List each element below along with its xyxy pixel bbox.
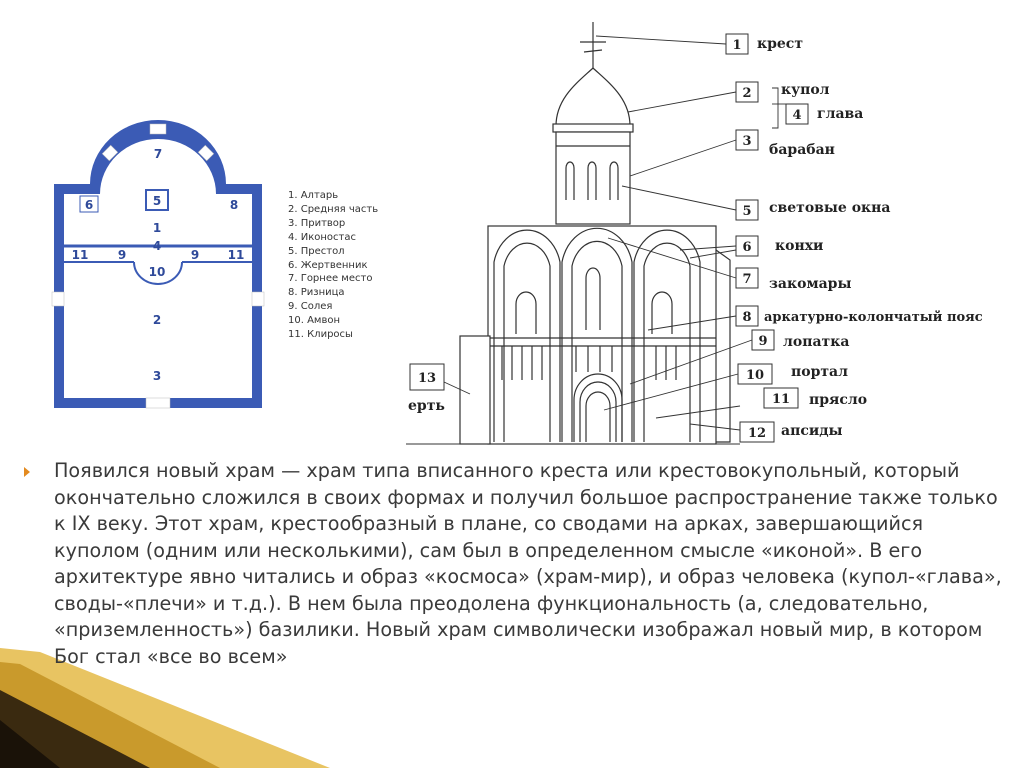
plan-label-diakonikon: 8 <box>229 198 239 212</box>
legend-item: 10. Амвон <box>288 315 341 326</box>
legend-item: 9. Солея <box>288 301 333 312</box>
plan-label-narthex: 3 <box>152 369 162 383</box>
plan-label-kliros-right: 11 <box>227 248 245 262</box>
plan-label-solea-left: 9 <box>117 248 127 262</box>
plan-label-prothesis: 6 <box>84 198 94 212</box>
callout-box-7: 7 <box>742 272 752 287</box>
term-span: прясло <box>809 392 868 408</box>
body-paragraph: Появился новый храм — храм типа вписанного креста или крестовокупольный, который окончательно сложился в своих формах и получил большое распространение также только к IX веку. Этот храм, крестообразный в плане, со сводами на арках, завершающийся куполом (одним или несколькими), сам был в определенном смысле «иконой». В его архитектуре явно читались и образ «космоса» (храм-мир), и образ человека (купол-«глава», своды-«плечи» и т.д.). В нем была преодолена функциональность (а, следовательно, «приземленность») базилики. Новый храм символически изображал новый мир, в котором Бог стал «все во всем» <box>54 459 1002 668</box>
legend-item: 3. Притвор <box>288 218 346 229</box>
callout-box-1: 1 <box>732 38 742 53</box>
callout-box-13: 13 <box>417 371 437 386</box>
term-windows: световые окна <box>769 200 891 216</box>
plan-label-ambo: 10 <box>148 265 166 279</box>
term-pilaster: лопатка <box>783 334 850 350</box>
term-conchs: конхи <box>775 238 824 254</box>
callout-box-10: 10 <box>745 368 765 383</box>
legend-item: 8. Ризница <box>288 287 345 298</box>
term-dome: купол <box>781 82 830 98</box>
legend-item: 11. Клиросы <box>288 329 353 340</box>
callout-box-12: 12 <box>747 426 767 441</box>
term-zakomaras: закомары <box>769 276 852 292</box>
legend-item: 1. Алтарь <box>288 190 339 201</box>
callout-box-5: 5 <box>742 204 752 219</box>
legend-item: 7. Горнее место <box>288 273 373 284</box>
callout-box-9: 9 <box>758 334 768 349</box>
callout-box-4: 4 <box>792 108 802 123</box>
callout-box-2: 2 <box>742 86 752 101</box>
callout-box-8: 8 <box>742 310 752 325</box>
term-apses: апсиды <box>781 423 843 439</box>
callout-box-3: 3 <box>742 134 752 149</box>
callout-box-11: 11 <box>771 392 791 407</box>
legend-item: 6. Жертвенник <box>288 260 368 271</box>
church-elevation-drawing <box>406 22 740 444</box>
plan-label-iconostasis: 4 <box>152 239 162 253</box>
church-floor-plan <box>52 120 264 408</box>
plan-label-altar-area: 1 <box>152 221 162 235</box>
term-head: глава <box>817 106 864 122</box>
term-cross: крест <box>757 36 804 52</box>
legend-item: 5. Престол <box>288 246 345 257</box>
plan-label-altar: 7 <box>153 147 163 161</box>
bullet-arrow-icon <box>24 467 30 477</box>
term-drum: барабан <box>769 142 835 158</box>
term-arcature-band: аркатурно-колончатый пояс <box>764 310 983 325</box>
term-portal: портал <box>791 364 848 380</box>
plan-label-throne: 5 <box>152 194 162 208</box>
plan-label-nave: 2 <box>152 313 162 327</box>
legend-item: 4. Иконостас <box>288 232 356 243</box>
plan-label-kliros-left: 11 <box>71 248 89 262</box>
plan-label-solea-right: 9 <box>190 248 200 262</box>
callout-box-6: 6 <box>742 240 752 255</box>
term-cut-label: ерть <box>408 398 445 414</box>
legend-item: 2. Средняя часть <box>288 204 379 215</box>
